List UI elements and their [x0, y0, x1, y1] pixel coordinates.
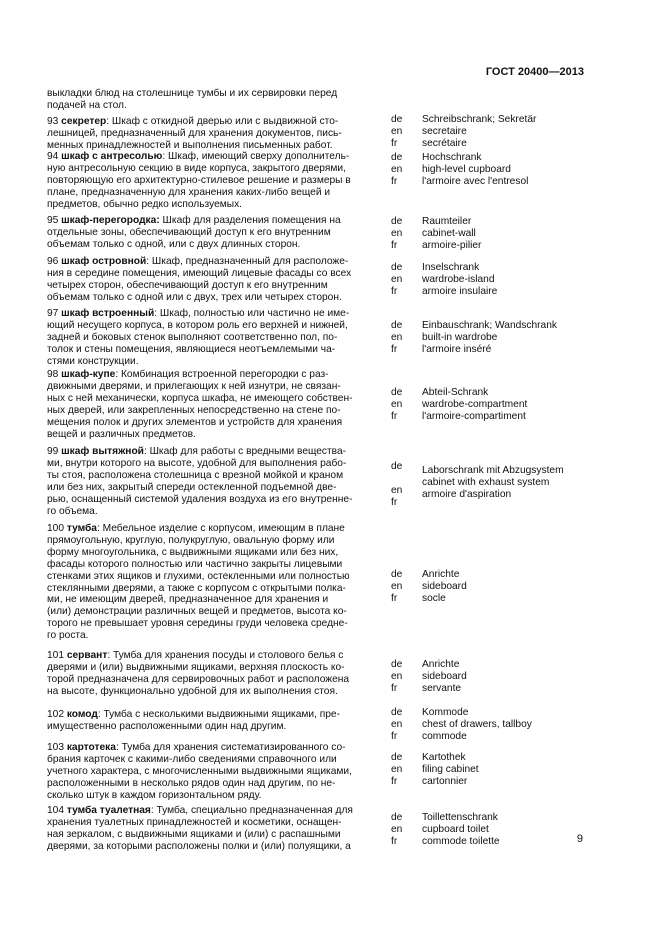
- term-translations: Anrichte sideboard socle: [422, 569, 467, 604]
- term-translations: Raumteiler cabinet-wall armoire-pilier: [422, 216, 482, 251]
- intro-text: выкладки блюд на столешнице тумбы и их сервировки перед подачей на стол.: [47, 88, 338, 111]
- term-text: : Тумба для хранения посуды и столового белья с дверями и (или) выдвижными ящиками, верхняя плоскость ко- торой предназначена для сервировочных работ и расположена на высоте, функционально удобной для их выполнения стоя.: [47, 650, 350, 697]
- term-number: 96: [47, 256, 62, 267]
- term-text: : Тумба, специально предназначенная для хранения туалетных принадлежностей и косметики, оснащен- ная зеркалом, с выдвижными ящиками и (или) с распашными дверями, за которыми расположены полки и (или) полуящики, а: [47, 805, 353, 852]
- term-name: секретер: [61, 116, 107, 127]
- term-name: шкаф-перегородка:: [61, 215, 160, 226]
- language-codes: de en fr: [391, 461, 403, 508]
- term-definition: [47, 151, 387, 211]
- term-definition: [47, 446, 387, 517]
- term-definition: [47, 709, 387, 733]
- term-text: : Мебельное изделие с корпусом, имеющим в плане прямоугольную, круглую, полукруглую, овальную форму или форму многоугольника, с выдвижными ящиками или без них, фасады которого полностью или частично закрыты лицевыми стенками этих ящиков и глухими, остекленными или полностью стеклянными дверями, а также с корпусом с открытыми полка- ми, не имеющим дверей, предназначенное для хранения и (или) демонстрации различных вещей и предметов, высота ко- торого не превышает уровня середины груди человека средне- го роста.: [47, 523, 350, 642]
- language-codes: de en fr: [391, 569, 403, 604]
- term-translations: Kommode chest of drawers, tallboy commode: [422, 707, 532, 742]
- term-translations: Kartothek filing cabinet cartonnier: [422, 752, 479, 787]
- term-translations: Laborschrank mit Abzugsystem cabinet with exhaust system armoire d'aspiration: [422, 465, 564, 500]
- term-name: тумба: [66, 523, 97, 534]
- term-definition: [47, 650, 387, 698]
- language-codes: de en fr: [391, 152, 403, 187]
- term-name: шкаф-купе: [61, 369, 116, 380]
- term-name: сервант: [66, 650, 108, 661]
- term-text: : Шкаф с откидной дверью или с выдвижной сто- лешницей, предназначенный для хранения документов, пись- менных принадлежностей и выполнения письменных работ.: [47, 116, 342, 151]
- language-codes: de en fr: [391, 752, 403, 787]
- term-text: : Тумба с несколькими выдвижными ящиками, пре- имущественно расположенными один над другим.: [47, 709, 340, 732]
- term-text: : Шкаф для работы с вредными вещества- ми, внутри которого на высоте, удобной для выполнения рабо- ты стоя, расположена столешница с врезной мойкой и краном или без них, закрытый спереди остекленной подъемной две- рью, оснащенный системой удаления воздуха из его внутренне- го объема.: [47, 446, 353, 517]
- term-definition: [47, 308, 387, 368]
- term-translations: Inselschrank wardrobe-island armoire insulaire: [422, 262, 498, 297]
- term-definition: [47, 116, 387, 152]
- term-translations: Abteil-Schrank wardrobe-compartment l'armoire-compartiment: [422, 387, 528, 422]
- term-number: 103: [47, 742, 67, 753]
- term-number: 98: [47, 369, 62, 380]
- language-codes: de en fr: [391, 707, 403, 742]
- term-text: Шкаф для разделения помещения на отдельные зоны, обеспечивающий доступ к его внутренним объемам только с одной, или с двух длинных сторон.: [47, 215, 341, 250]
- term-translations: Hochschrank high-level cupboard l'armoire avec l'entresol: [422, 152, 529, 187]
- term-text: : Шкаф, полностью или частично не име- ющий несущего корпуса, в котором роль его верхней и нижней, задней и боковых стенок выполняют соответственно пол, по- толок и стены помещения, являющиеся неотъемлемыми ча- стями конструкции.: [47, 308, 350, 367]
- term-definition: [47, 215, 387, 251]
- language-codes: de en fr: [391, 216, 403, 251]
- term-name: тумба туалетная: [66, 805, 151, 816]
- language-codes: de en fr: [391, 659, 403, 694]
- term-definition: [47, 256, 387, 304]
- term-name: комод: [66, 709, 98, 720]
- term-number: 102: [47, 709, 67, 720]
- language-codes: de en fr: [391, 262, 403, 297]
- page-number: 9: [576, 833, 583, 845]
- term-number: 100: [47, 523, 67, 534]
- term-definition: [47, 369, 387, 440]
- language-codes: de en fr: [391, 114, 403, 149]
- term-number: 94: [47, 151, 62, 162]
- term-text: : Тумба для хранения систематизированного со- брания карточек с какими-либо сведениями справочного или учетного характера, с многочисленными выдвижными ящиками, расположенными в несколько рядов один над другим, по не- сколько штук в каждом горизонтальном ряду.: [47, 742, 352, 801]
- term-definition: [47, 805, 387, 853]
- term-translations: Schreibschrank; Sekretär secretaire secrétaire: [422, 114, 537, 149]
- term-number: 104: [47, 805, 67, 816]
- term-definition: [47, 523, 387, 642]
- standard-header: ГОСТ 20400—2013: [485, 66, 584, 78]
- term-translations: Anrichte sideboard servante: [422, 659, 467, 694]
- term-name: шкаф встроенный: [61, 308, 155, 319]
- term-name: картотека: [66, 742, 116, 753]
- term-number: 99: [47, 446, 62, 457]
- term-name: шкаф вытяжной: [61, 446, 144, 457]
- term-number: 93: [47, 116, 62, 127]
- language-codes: de en fr: [391, 387, 403, 422]
- term-name: шкаф островной: [61, 256, 147, 267]
- term-translations: Toillettenschrank cupboard toilet commode toilette: [422, 812, 500, 847]
- language-codes: de en fr: [391, 320, 403, 355]
- term-translations: Einbauschrank; Wandschrank built-in wardrobe l'armoire inséré: [422, 320, 557, 355]
- term-number: 95: [47, 215, 62, 226]
- term-definition: [47, 742, 387, 802]
- term-text: : Шкаф, имеющий сверху дополнитель- ную антресольную секцию в виде корпуса, закрытого дверями, повторяющую его архитектурно-стилевое решение и размеры в плане, предназначенную для хранения каких-либо вещей и предметов, обычно редко используемых.: [47, 151, 351, 210]
- term-number: 97: [47, 308, 62, 319]
- term-text: : Комбинация встроенной перегородки с раз- движными дверями, и прилегающих к ней изнутри, не связан- ных с ней механически, корпуса шкафа, не имеющего собствен- ных дверей, или закрепленных непосредственно на стене по- мещения полок и других элементов и устройств для хранения вещей и различных предметов.: [47, 369, 353, 440]
- term-name: шкаф с антресолью: [61, 151, 163, 162]
- language-codes: de en fr: [391, 812, 403, 847]
- term-number: 101: [47, 650, 67, 661]
- term-text: : Шкаф, предназначенный для расположе- ния в середине помещения, имеющий лицевые фасады со всех четырех сторон, обеспечивающий доступ к его внутренним объемам только с одной или с двух, трех или четырех сторон.: [47, 256, 352, 303]
